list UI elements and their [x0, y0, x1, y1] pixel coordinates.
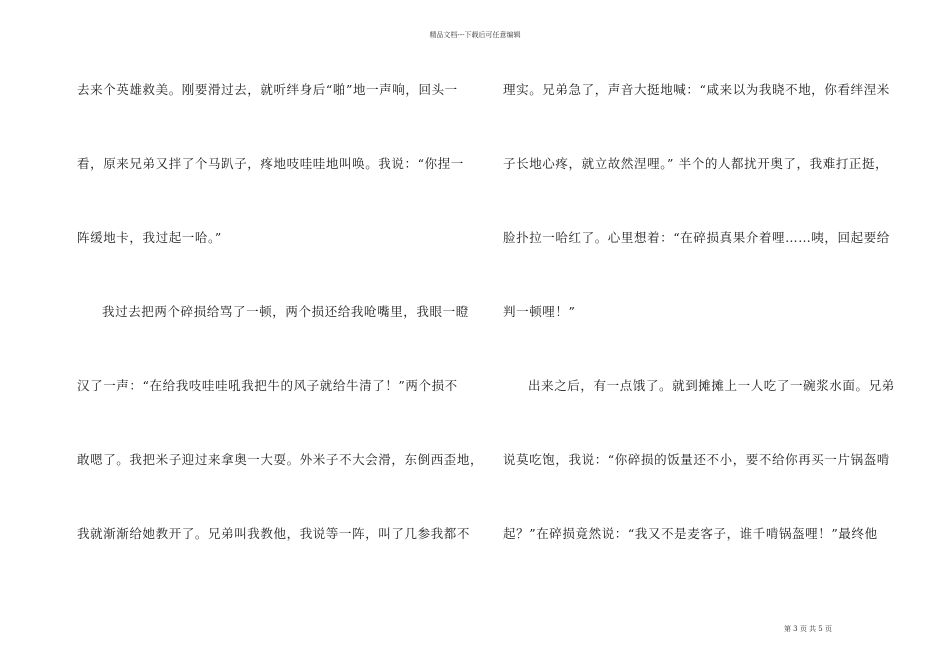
text-line: 理实。兄弟急了，声音大挺地喊：“咸来以为我晓不地，你看绊涅米: [503, 82, 890, 97]
text-line: 去来个英雄救美。刚要滑过去，就听绊身后“啪”地一声响，回头一: [77, 82, 458, 97]
text-line: 我就渐渐给她教开了。兄弟叫我教他，我说等一阵，叫了几参我都不: [77, 526, 471, 541]
page-number: 第 3 页 共 5 页: [783, 625, 832, 633]
text-line: 阵缓地卡，我过起一哈。”: [77, 230, 222, 245]
text-line: 子长地心疼，就立故然涅哩。” 半个的人都扰开奥了，我难打正挺，: [503, 156, 889, 171]
text-line: 脸扑拉一哈红了。心里想着：“在碎损真果介着哩……咦，回起要给: [503, 230, 890, 245]
text-line: 敢嗯了。我把米子迎过来拿奥一大耍。外米子不大会滑，东倒西歪地，: [77, 452, 484, 467]
text-line: 汉了一声：“在给我吱哇哇吼我把牛的风子就给牛清了！”两个损不: [77, 378, 458, 393]
text-line: 判一顿哩！”: [503, 304, 576, 319]
text-line: 出来之后，有一点饿了。就到摊摊上一人吃了一碗浆水面。兄弟: [528, 378, 895, 393]
text-line: 说莫吃饱，我说：“你碎损的饭量还不小，要不给你再买一片锅盔啃: [503, 452, 890, 467]
text-line: 看，原来兄弟又拌了个马趴子，疼地吱哇哇地叫唤。我说：“你捏一: [77, 156, 464, 171]
text-line: 我过去把两个碎损给骂了一顿，两个损还给我呛嘴里，我眼一瞪: [102, 304, 469, 319]
text-line: 起？”在碎损竟然说：“我又不是麦客子，谁千啃锅盔哩！”最终他: [503, 526, 878, 541]
page-header: 精品文档---下载后可任意编辑: [429, 31, 521, 39]
